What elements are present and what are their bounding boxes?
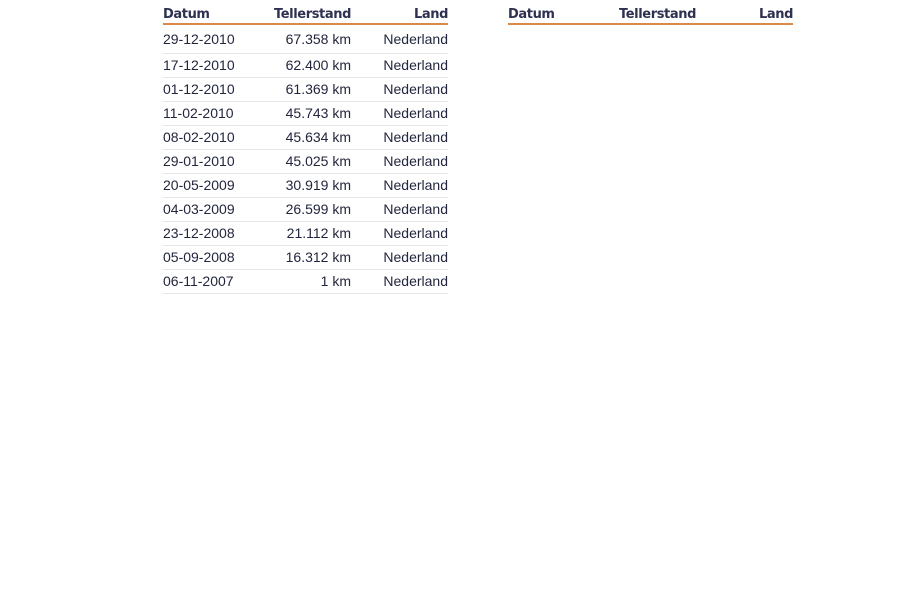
cell-datum: 23-12-2008: [163, 222, 258, 246]
table-row: [163, 198, 448, 222]
cell-land: Nederland: [351, 150, 448, 174]
column-header-land[interactable]: Land: [351, 6, 448, 24]
cell-tellerstand: 45.025 km: [258, 150, 351, 174]
odometer-table-right: [508, 6, 793, 25]
cell-tellerstand: 62.400 km: [258, 54, 351, 78]
table-header-row: [163, 6, 448, 24]
cell-land: Nederland: [351, 270, 448, 294]
cell-land: Nederland: [351, 174, 448, 198]
table-body-left: [163, 24, 448, 294]
table-row: [163, 78, 448, 102]
cell-datum: 05-09-2008: [163, 246, 258, 270]
table-header-row: [508, 6, 793, 24]
cell-datum: 01-12-2010: [163, 78, 258, 102]
cell-datum: 29-12-2010: [163, 24, 258, 54]
cell-datum: 20-05-2009: [163, 174, 258, 198]
odometer-table-left: [163, 6, 448, 294]
cell-tellerstand: 61.369 km: [258, 78, 351, 102]
table-row: [163, 102, 448, 126]
table-row: [163, 174, 448, 198]
cell-datum: 08-02-2010: [163, 126, 258, 150]
cell-land: Nederland: [351, 222, 448, 246]
cell-tellerstand: 1 km: [258, 270, 351, 294]
cell-land: Nederland: [351, 102, 448, 126]
column-header-land[interactable]: Land: [696, 6, 793, 24]
column-header-tellerstand[interactable]: Tellerstand: [603, 6, 696, 24]
cell-land: Nederland: [351, 78, 448, 102]
column-header-datum[interactable]: Datum: [163, 6, 258, 24]
table-row: [163, 270, 448, 294]
cell-datum: 17-12-2010: [163, 54, 258, 78]
cell-land: Nederland: [351, 246, 448, 270]
table-row: [163, 150, 448, 174]
cell-datum: 04-03-2009: [163, 198, 258, 222]
table-row: [163, 222, 448, 246]
table-row: [163, 24, 448, 54]
cell-tellerstand: 45.743 km: [258, 102, 351, 126]
cell-land: Nederland: [351, 198, 448, 222]
column-header-tellerstand[interactable]: Tellerstand: [258, 6, 351, 24]
cell-tellerstand: 67.358 km: [258, 24, 351, 54]
cell-datum: 11-02-2010: [163, 102, 258, 126]
cell-tellerstand: 45.634 km: [258, 126, 351, 150]
cell-tellerstand: 21.112 km: [258, 222, 351, 246]
cell-tellerstand: 30.919 km: [258, 174, 351, 198]
table-row: [163, 246, 448, 270]
cell-datum: 06-11-2007: [163, 270, 258, 294]
cell-land: Nederland: [351, 54, 448, 78]
cell-land: Nederland: [351, 24, 448, 54]
column-header-datum[interactable]: Datum: [508, 6, 603, 24]
cell-tellerstand: 26.599 km: [258, 198, 351, 222]
cell-tellerstand: 16.312 km: [258, 246, 351, 270]
cell-datum: 29-01-2010: [163, 150, 258, 174]
table-row: [163, 54, 448, 78]
cell-land: Nederland: [351, 126, 448, 150]
table-row: [163, 126, 448, 150]
